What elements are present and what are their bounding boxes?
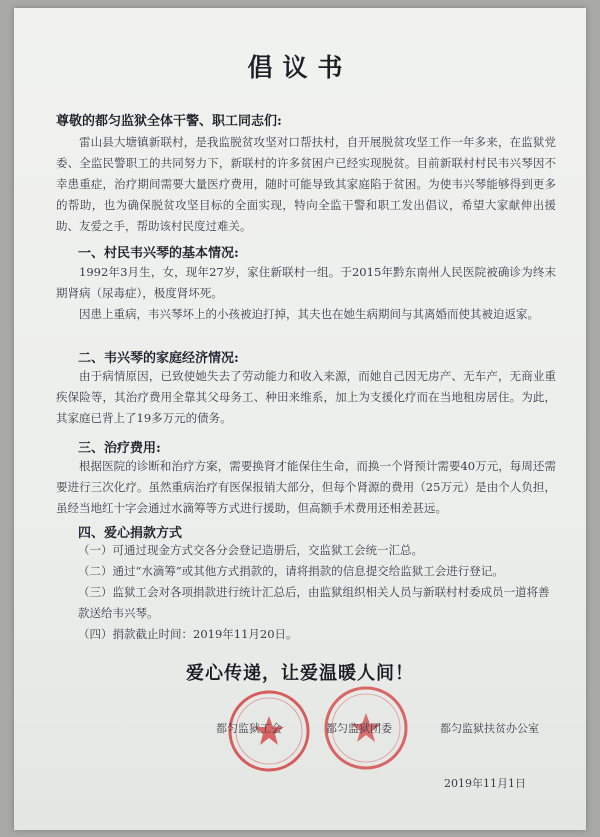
document-title: 倡议书 bbox=[247, 53, 353, 82]
section-1-heading: 一、村民韦兴琴的基本情况: bbox=[78, 246, 239, 261]
section-2-paragraph: 由于病情原因，已致使她失去了劳动能力和收入来源，而她自己因无房产、无车产，无商业重疾保险等，其治疗费用全靠其父母务工、种田来维系，加上为支援化疗而在当地租房居住。为此，其家庭已背上了19多万元的债务。 bbox=[56, 369, 556, 425]
document-date: 2019年11月1日 bbox=[444, 777, 526, 790]
section-3-paragraph: 根据医院的诊断和治疗方案，需要换肾才能保住生命，而换一个肾预计需要40万元，每周还需要进行三次化疗。虽然重病治疗有医保报销大部分，但每个肾源的费用（25万元）是由个人负担，虽经当地红十字会通过水滴筹等方式进行援助，但高额手术费用还相差甚远。 bbox=[56, 459, 556, 515]
donation-method-3: （三）监狱工会对各项捐款进行统计汇总后，由监狱组织相关人员与新联村村委成员一道将善款送给韦兴琴。 bbox=[78, 585, 550, 620]
signatory-union: 都匀监狱工会 bbox=[216, 722, 282, 735]
greeting: 尊敬的都匀监狱全体干警、职工同志们: bbox=[56, 114, 282, 129]
section-1-paragraph-1: 1992年3月生，女，现年27岁，家住新联村一组。于2015年黔东南州人民医院被确诊为终末期肾病（尿毒症），极度肾坏死。 bbox=[56, 265, 556, 300]
signatory-youth-league: 都匀监狱团委 bbox=[326, 722, 392, 735]
donation-method-2: （二）通过“水滴筹”或其他方式捐款的，请将捐款的信息提交给监狱工会进行登记。 bbox=[78, 564, 504, 578]
section-2-heading: 二、韦兴琴的家庭经济情况: bbox=[78, 351, 239, 366]
donation-method-1: （一）可通过现金方式交各分会登记造册后，交监狱工会统一汇总。 bbox=[78, 543, 423, 557]
signatory-poverty-office: 都匀监狱扶贫办公室 bbox=[440, 722, 539, 735]
donation-deadline: （四）捐款截止时间：2019年11月20日。 bbox=[78, 627, 298, 641]
section-3-heading: 三、治疗费用: bbox=[78, 441, 161, 456]
slogan: 爱心传递，让爱温暖人间！ bbox=[186, 663, 414, 684]
section-4-heading: 四、爱心捐款方式 bbox=[78, 526, 183, 541]
intro-paragraph: 雷山县大塘镇新联村，是我监脱贫攻坚对口帮扶村，自开展脱贫攻坚工作一年多来，在监狱党委、全监民警职工的共同努力下，新联村的许多贫困户已经实现脱贫。目前新联村村民韦兴琴因不幸患重症，治疗期间需要大量医疗费用，随时可能导致其家庭陷于贫困。为使韦兴琴能够得到更多的帮助，也为确保脱贫攻坚目标的全面实现，特向全监干警和职工发出倡议，希望大家献伸出援助、友爱之手，帮助该村民度过难关。 bbox=[56, 135, 556, 233]
proposal-document bbox=[14, 8, 586, 830]
section-1-paragraph-2: 因患上重病，韦兴琴坏上的小孩被迫打掉，其夫也在她生病期间与其离婚而使其被迫返家。 bbox=[79, 307, 539, 321]
